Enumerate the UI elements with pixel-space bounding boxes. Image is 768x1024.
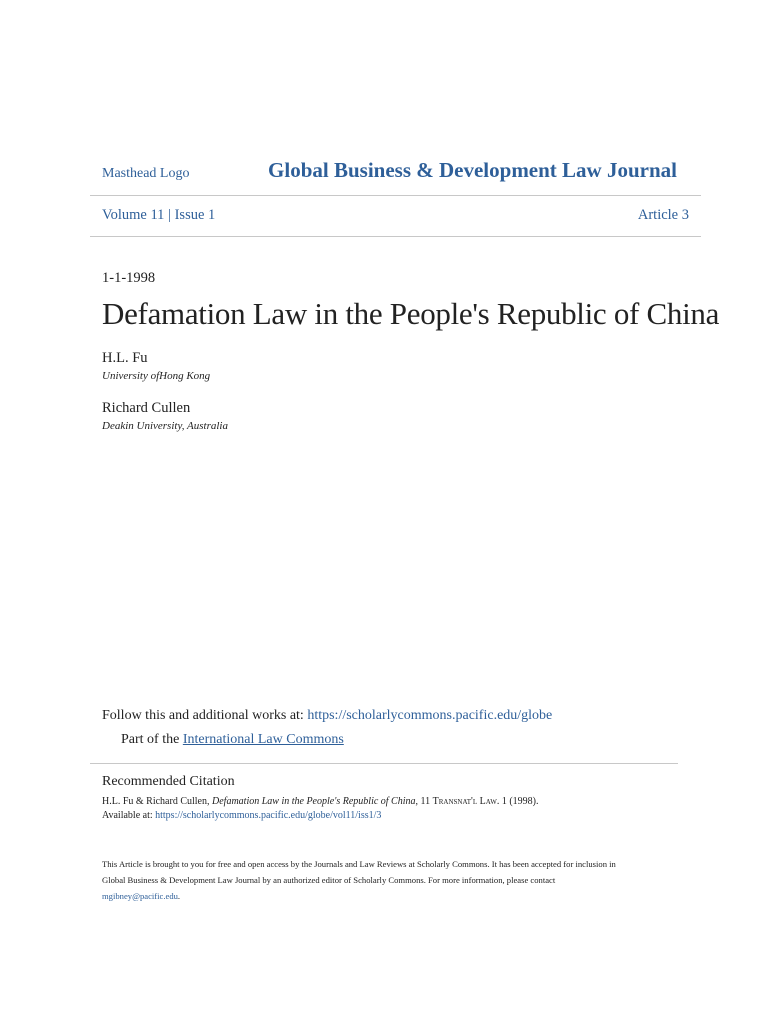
part-of-line [121,732,344,748]
citation-journal: Transnat'l Law. [432,796,500,807]
notice-contact [102,888,672,904]
citation-divider [90,763,678,764]
citation-page-year: 1 (1998). [499,796,539,807]
masthead-logo[interactable]: Masthead Logo [102,166,190,181]
notice-period: . [177,891,181,901]
notice-line: Global Business & Development Law Journal by an authorized editor of Scholarly Commons. For more information, please contact [102,875,556,885]
citation-title: Defamation Law in the People's Republic of China [212,796,416,807]
author-affiliation: Deakin University, Australia [102,420,228,432]
volume-issue-separator: | [168,207,171,223]
author-name: Richard Cullen [102,400,191,416]
citation-authors: H.L. Fu & Richard Cullen, [102,796,212,807]
international-law-commons-link[interactable]: International Law Commons [182,732,344,747]
article-url-link[interactable]: https://scholarlycommons.pacific.edu/globe/vol11/iss1/3 [155,810,382,821]
author-name: H.L. Fu [102,350,148,366]
citation-text [102,796,539,807]
volume-link[interactable]: Volume 11 [102,207,165,223]
notice-line: This Article is brought to you for free and open access by the Journals and Law Reviews at Scholarly Commons. It has been accepted for inclusion in [102,859,616,869]
journal-title-link[interactable]: Global Business & Development Law Journal [268,158,677,182]
available-label: Available at: [102,810,156,821]
recommended-citation-heading: Recommended Citation [102,774,235,789]
volume-issue [102,207,215,224]
citation-volume: , 11 [415,796,433,807]
volume-divider [90,236,701,237]
part-of-label: Part of the [121,732,183,747]
author-affiliation: University ofHong Kong [102,370,211,382]
article-number-link[interactable]: Article 3 [637,207,689,223]
available-at-line [102,810,381,821]
contact-email-link[interactable]: mgibney@pacific.edu [102,891,178,901]
article-title: Defamation Law in the People's Republic of China [102,296,720,331]
collection-url-link[interactable]: https://scholarlycommons.pacific.edu/globe [307,708,553,723]
access-notice [102,856,672,904]
follow-line [102,708,552,724]
issue-link[interactable]: Issue 1 [174,207,216,223]
publication-date: 1-1-1998 [102,270,156,286]
follow-label: Follow this and additional works at: [102,708,308,723]
header-divider [90,195,701,196]
